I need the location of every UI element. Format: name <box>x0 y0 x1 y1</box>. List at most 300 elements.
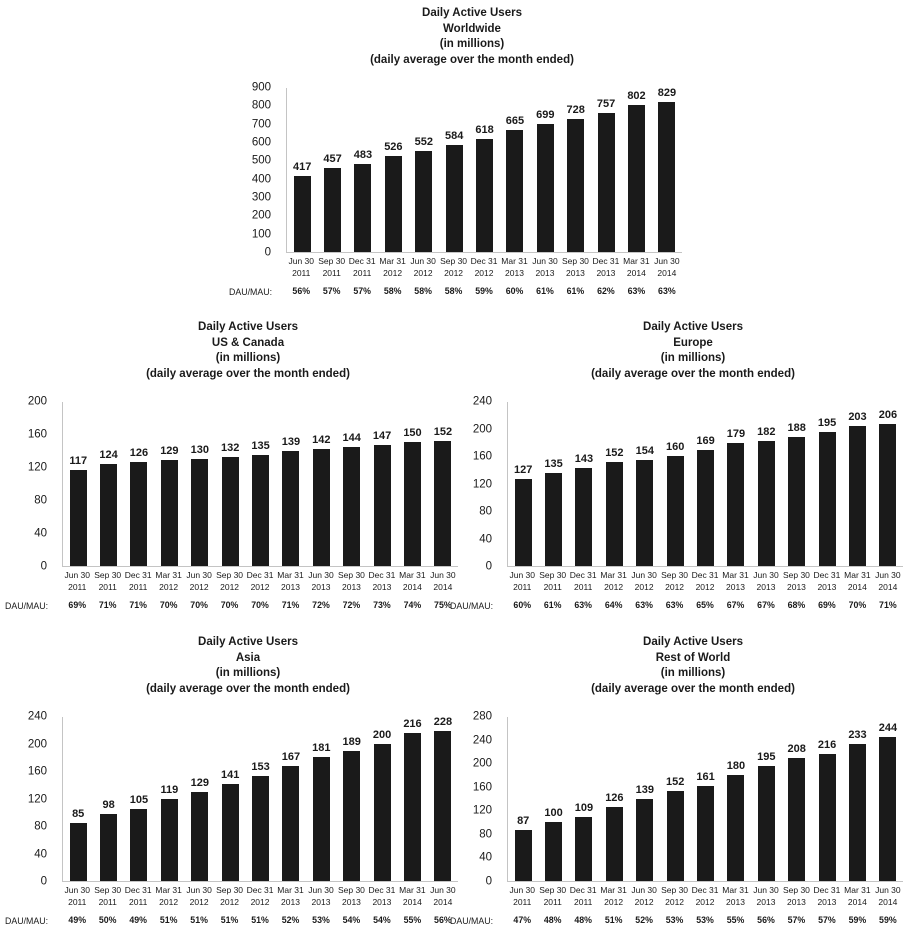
x-tick-label: Dec 31 2011 <box>569 570 597 592</box>
y-tick-label: 40 <box>479 532 492 545</box>
bar-slot <box>63 717 93 881</box>
dau-mau-row <box>5 915 458 926</box>
bar-value-label: 169 <box>696 434 715 447</box>
chart-title-region: Europe <box>673 336 713 349</box>
dau-mau-value: 57% <box>787 915 806 925</box>
x-tick-label: Jun 30 2011 <box>509 885 535 907</box>
y-tick-label: 120 <box>27 461 47 474</box>
bar <box>575 468 592 566</box>
bar <box>100 464 117 566</box>
x-tick-label: Jun 30 2012 <box>631 885 657 907</box>
bar-value-label: 802 <box>627 90 646 102</box>
y-tick-label: 600 <box>251 136 271 149</box>
chart-title-line: Daily Active Users <box>643 321 743 333</box>
dau-mau-value: 62% <box>597 286 615 296</box>
y-tick-label: 240 <box>472 733 492 746</box>
y-tick-label: 700 <box>251 117 271 130</box>
x-tick-label: Dec 31 2012 <box>470 256 498 278</box>
bar <box>313 757 330 881</box>
dau-mau-row <box>229 286 682 297</box>
bar-value-label: 142 <box>312 433 331 446</box>
x-axis-labels <box>62 570 458 593</box>
y-tick-label: 120 <box>472 804 492 817</box>
bar-slot <box>500 88 530 252</box>
dau-mau-value: 61% <box>566 286 585 296</box>
bar <box>222 784 239 881</box>
dau-mau-label: DAU/MAU: <box>450 916 494 926</box>
bar <box>788 437 805 566</box>
x-tick-label: Dec 31 2012 <box>691 570 719 592</box>
bar-value-label: 618 <box>475 123 494 136</box>
bar-value-label: 206 <box>878 409 898 422</box>
bar-value-label: 130 <box>190 443 209 456</box>
dau-mau-value: 48% <box>543 915 562 925</box>
bar-value-label: 124 <box>99 448 118 461</box>
y-axis <box>2 395 62 573</box>
bar-slot <box>287 88 317 252</box>
x-tick-label: Mar 31 2012 <box>600 570 627 592</box>
bar <box>598 113 615 252</box>
y-tick-label: 40 <box>479 851 492 864</box>
bar-value-label: 195 <box>757 751 776 764</box>
bar-value-label: 143 <box>574 452 594 465</box>
bar-slot <box>630 717 660 881</box>
bar-slot <box>397 402 427 566</box>
x-tick-label: Dec 31 2011 <box>348 256 376 278</box>
bar-slot <box>245 717 275 881</box>
y-tick-label: 800 <box>251 99 271 112</box>
bar <box>515 479 532 566</box>
bar <box>636 799 653 881</box>
bar <box>70 470 87 567</box>
bar-slot <box>154 402 184 566</box>
bar-value-label: 182 <box>757 425 776 438</box>
bar-value-label: 117 <box>69 454 88 467</box>
y-tick-label: 100 <box>251 227 271 240</box>
x-tick-label: Sep 30 2013 <box>337 885 365 907</box>
bar-slot <box>93 402 123 566</box>
dau-mau-value: 48% <box>574 915 592 925</box>
dau-mau-value: 75% <box>434 600 452 610</box>
bar-value-label: 699 <box>536 108 555 121</box>
dau-mau-value: 70% <box>848 600 867 610</box>
dau-mau-values <box>507 600 903 610</box>
y-tick-label: 80 <box>479 828 492 841</box>
dau-mau-value: 67% <box>726 600 745 610</box>
bar <box>628 105 645 252</box>
bar-value-label: 85 <box>72 807 85 820</box>
bar <box>385 156 402 252</box>
chart-europe <box>447 320 903 610</box>
bar <box>222 457 239 566</box>
bar-slot <box>276 717 306 881</box>
y-tick-label: 0 <box>40 875 47 888</box>
bar-value-label: 208 <box>787 743 806 756</box>
bar-slot <box>367 717 397 881</box>
x-tick-label: Sep 30 2012 <box>440 256 468 278</box>
bar <box>130 462 147 566</box>
x-tick-label: Jun 30 2011 <box>509 570 535 592</box>
bar-value-label: 126 <box>129 447 149 459</box>
dau-mau-value: 70% <box>220 600 239 610</box>
bar-slot <box>276 402 306 566</box>
bar-value-label: 216 <box>817 738 837 751</box>
bar-slot <box>185 402 215 566</box>
dau-mau-value: 54% <box>342 915 361 925</box>
bar-slot <box>508 717 538 881</box>
x-tick-label: Jun 30 2011 <box>64 885 90 907</box>
bar-slot <box>185 717 215 881</box>
x-tick-label: Jun 30 2012 <box>631 570 657 592</box>
bar-value-label: 100 <box>544 807 563 820</box>
y-tick-label: 80 <box>479 505 492 518</box>
x-tick-label: Dec 31 2013 <box>368 570 396 592</box>
bar-slot <box>306 402 336 566</box>
x-axis-labels <box>286 256 682 279</box>
x-tick-label: Sep 30 2013 <box>782 570 810 592</box>
bar-slot <box>367 402 397 566</box>
y-tick-label: 120 <box>27 792 47 805</box>
dau-mau-value: 51% <box>159 915 178 925</box>
bar <box>100 814 117 881</box>
bar <box>404 442 421 566</box>
y-tick-label: 300 <box>251 191 271 204</box>
dau-mau-value: 51% <box>190 915 208 925</box>
y-tick-label: 80 <box>34 494 47 507</box>
x-tick-label: Mar 31 2013 <box>277 570 304 592</box>
dau-mau-value: 58% <box>383 286 402 296</box>
bar-slot <box>599 402 629 566</box>
chart-title-units: (in millions) <box>215 352 281 364</box>
bar-slot <box>93 717 123 881</box>
chart-title-note: (daily average over the month ended) <box>591 682 795 695</box>
dau-mau-value: 50% <box>98 915 117 925</box>
x-tick-label: Mar 31 2014 <box>399 885 426 907</box>
y-tick-label: 500 <box>251 154 271 167</box>
bar-slot <box>652 88 682 252</box>
bar-value-label: 728 <box>566 103 585 116</box>
x-tick-label: Jun 30 2014 <box>430 570 456 592</box>
bar-slot <box>561 88 591 252</box>
dau-mau-value: 54% <box>373 915 391 925</box>
y-axis <box>2 710 62 888</box>
dau-mau-value: 69% <box>68 600 87 610</box>
dau-mau-row <box>5 600 458 611</box>
dau-mau-value: 59% <box>848 915 867 925</box>
bar-value-label: 98 <box>102 798 115 811</box>
bar-value-label: 167 <box>281 751 301 764</box>
chart-title-region: US & Canada <box>211 336 285 349</box>
x-tick-label: Dec 31 2011 <box>124 570 152 592</box>
x-tick-label: Jun 30 2011 <box>64 570 90 592</box>
bar-value-label: 189 <box>342 736 361 749</box>
x-tick-label: Dec 31 2013 <box>813 570 841 592</box>
bar <box>191 459 208 566</box>
dau-mau-value: 61% <box>543 600 562 610</box>
x-tick-label: Jun 30 2014 <box>875 570 901 592</box>
dau-mau-value: 52% <box>635 915 653 925</box>
bar-value-label: 139 <box>281 436 301 449</box>
bar-slot <box>751 402 781 566</box>
bar <box>282 451 299 566</box>
dau-mau-value: 71% <box>281 600 300 610</box>
bar <box>879 424 896 566</box>
bar <box>849 744 866 881</box>
y-tick-label: 80 <box>34 820 47 833</box>
bar-value-label: 144 <box>342 432 361 445</box>
bar-value-label: 129 <box>160 444 179 457</box>
bar-slot <box>317 88 347 252</box>
bar-slot <box>721 402 751 566</box>
bar-slot <box>690 402 720 566</box>
dau-mau-value: 52% <box>281 915 300 925</box>
dau-mau-value: 67% <box>757 600 775 610</box>
bar-slot <box>721 717 751 881</box>
x-tick-label: Dec 31 2012 <box>246 570 274 592</box>
chart-worldwide <box>226 6 682 296</box>
bar-value-label: 127 <box>514 463 533 476</box>
chart-title-note: (daily average over the month ended) <box>146 682 350 695</box>
bar <box>545 822 562 881</box>
bar <box>567 119 584 253</box>
chart-title-region: Rest of World <box>655 651 731 664</box>
bar-slot <box>397 717 427 881</box>
chart-asia <box>2 635 458 925</box>
bar-value-label: 188 <box>787 421 806 434</box>
bar <box>415 151 432 252</box>
bar-value-label: 160 <box>665 441 685 453</box>
bar-value-label: 179 <box>726 427 746 440</box>
bar-value-label: 132 <box>220 442 240 455</box>
chart-title-line: Daily Active Users <box>198 636 298 648</box>
chart-title <box>447 320 903 382</box>
bar <box>324 168 341 252</box>
y-tick-label: 160 <box>27 428 47 441</box>
bar <box>446 145 463 252</box>
bar-value-label: 129 <box>190 777 209 790</box>
bar <box>161 799 178 881</box>
bar <box>667 456 684 566</box>
y-axis <box>226 81 286 259</box>
dau-mau-value: 60% <box>513 600 532 610</box>
bar-slot <box>591 88 621 252</box>
bar <box>849 426 866 566</box>
y-tick-label: 40 <box>34 527 47 540</box>
chart-rest-of-world <box>447 635 903 925</box>
dau-mau-value: 69% <box>818 600 836 610</box>
y-tick-label: 0 <box>485 560 492 573</box>
bar <box>636 460 653 566</box>
bar <box>788 758 805 881</box>
dau-mau-row <box>450 600 903 611</box>
dau-mau-value: 64% <box>604 600 623 610</box>
dau-mau-value: 49% <box>68 915 87 925</box>
y-tick-label: 120 <box>472 477 492 490</box>
bar <box>758 766 775 881</box>
dau-mau-value: 56% <box>292 286 311 296</box>
bar-value-label: 244 <box>878 722 898 735</box>
bar-value-label: 147 <box>372 429 392 442</box>
dau-mau-value: 71% <box>129 600 147 610</box>
dau-mau-values <box>286 286 682 296</box>
dau-mau-label: DAU/MAU: <box>229 287 273 297</box>
bar <box>252 776 269 881</box>
dau-mau-value: 51% <box>251 915 269 925</box>
bar <box>374 445 391 566</box>
bar-slot <box>812 717 842 881</box>
x-tick-label: Mar 31 2012 <box>155 885 182 907</box>
dau-mau-value: 56% <box>434 915 452 925</box>
bar-slot <box>409 88 439 252</box>
bar <box>879 737 896 881</box>
bar-slot <box>469 88 499 252</box>
x-tick-label: Jun 30 2012 <box>186 885 212 907</box>
dau-mau-value: 70% <box>159 600 178 610</box>
y-tick-label: 160 <box>472 450 492 463</box>
bar-slot <box>215 717 245 881</box>
bar-slot <box>378 88 408 252</box>
y-tick-label: 160 <box>472 780 492 793</box>
bar <box>727 775 744 881</box>
bar-slot <box>124 717 154 881</box>
bar-value-label: 233 <box>848 728 867 741</box>
bar-value-label: 153 <box>251 760 270 773</box>
dau-mau-value: 63% <box>658 286 676 296</box>
bar <box>354 164 371 253</box>
dau-mau-value: 71% <box>98 600 117 610</box>
bar <box>758 441 775 566</box>
dau-mau-value: 63% <box>635 600 653 610</box>
x-tick-label: Sep 30 2013 <box>337 570 365 592</box>
x-tick-label: Jun 30 2013 <box>308 885 334 907</box>
y-tick-label: 400 <box>251 172 271 185</box>
dau-mau-value: 56% <box>757 915 775 925</box>
bar <box>697 450 714 566</box>
dau-mau-value: 51% <box>220 915 239 925</box>
dau-mau-value: 61% <box>536 286 554 296</box>
bar-slot <box>690 717 720 881</box>
bar <box>537 124 554 252</box>
dau-mau-value: 57% <box>353 286 371 296</box>
bar-slot <box>569 402 599 566</box>
bar-value-label: 216 <box>403 717 422 730</box>
bar-value-label: 552 <box>414 135 433 148</box>
bar-slot <box>660 717 690 881</box>
chart-title-units: (in millions) <box>215 667 281 679</box>
bar-slot <box>337 402 367 566</box>
dau-mau-value: 53% <box>696 915 714 925</box>
chart-title-region: Worldwide <box>443 22 501 35</box>
x-tick-label: Jun 30 2011 <box>288 256 314 278</box>
bar <box>606 807 623 881</box>
y-tick-label: 240 <box>27 710 47 723</box>
dau-mau-value: 59% <box>879 915 897 925</box>
y-tick-label: 200 <box>251 209 271 222</box>
bar-value-label: 135 <box>251 439 270 452</box>
dau-mau-values <box>62 915 458 925</box>
x-tick-label: Mar 31 2013 <box>722 885 749 907</box>
x-tick-label: Mar 31 2012 <box>155 570 182 592</box>
bar-value-label: 161 <box>696 771 715 784</box>
bar-value-label: 152 <box>605 446 624 459</box>
bar-slot <box>63 402 93 566</box>
dau-mau-value: 58% <box>414 286 432 296</box>
bar-value-label: 665 <box>505 115 525 128</box>
x-tick-label: Jun 30 2013 <box>308 570 334 592</box>
bar-slot <box>842 717 872 881</box>
dau-mau-value: 57% <box>818 915 836 925</box>
bar <box>606 462 623 567</box>
y-axis <box>447 395 507 573</box>
x-tick-label: Sep 30 2013 <box>561 256 589 278</box>
chart-title-units: (in millions) <box>439 38 505 50</box>
y-tick-label: 200 <box>27 737 47 750</box>
bar-slot <box>245 402 275 566</box>
y-tick-label: 0 <box>485 875 492 888</box>
dau-mau-value: 55% <box>726 915 745 925</box>
bar <box>658 102 675 252</box>
x-tick-label: Dec 31 2011 <box>124 885 152 907</box>
x-tick-label: Dec 31 2011 <box>569 885 597 907</box>
y-tick-label: 0 <box>264 246 271 259</box>
bar <box>161 460 178 566</box>
chart-title <box>2 635 458 697</box>
bar-slot <box>873 717 903 881</box>
chart-title <box>2 320 458 382</box>
x-tick-label: Dec 31 2012 <box>691 885 719 907</box>
x-tick-label: Sep 30 2011 <box>539 885 567 907</box>
dau-mau-value: 47% <box>513 915 532 925</box>
bar-value-label: 109 <box>574 801 594 814</box>
bar-slot <box>306 717 336 881</box>
x-tick-label: Sep 30 2012 <box>661 885 689 907</box>
y-axis <box>447 710 507 888</box>
bar-slot <box>348 88 378 252</box>
x-tick-label: Sep 30 2012 <box>661 570 689 592</box>
bar-slot <box>538 402 568 566</box>
dau-mau-value: 55% <box>403 915 422 925</box>
bar <box>191 792 208 881</box>
dau-mau-value: 57% <box>322 286 341 296</box>
x-tick-label: Sep 30 2011 <box>539 570 567 592</box>
x-tick-label: Mar 31 2013 <box>722 570 749 592</box>
chart-title-note: (daily average over the month ended) <box>591 367 795 380</box>
bar <box>404 733 421 882</box>
x-tick-label: Jun 30 2014 <box>430 885 456 907</box>
bar <box>697 786 714 881</box>
plot-area <box>62 402 458 567</box>
dau-mau-value: 65% <box>696 600 714 610</box>
bar-slot <box>842 402 872 566</box>
x-tick-label: Sep 30 2011 <box>94 885 122 907</box>
bar-slot <box>599 717 629 881</box>
bar-value-label: 457 <box>323 153 342 166</box>
dau-mau-value: 53% <box>665 915 684 925</box>
chart-title-line: Daily Active Users <box>643 636 743 648</box>
bar <box>343 447 360 566</box>
dau-mau-value: 63% <box>627 286 646 296</box>
bar-slot <box>660 402 690 566</box>
x-tick-label: Sep 30 2012 <box>216 570 244 592</box>
x-tick-label: Jun 30 2014 <box>654 256 680 278</box>
bar <box>374 744 391 882</box>
bar <box>130 809 147 881</box>
x-tick-label: Jun 30 2013 <box>753 885 779 907</box>
bar-value-label: 150 <box>403 427 422 440</box>
dau-mau-label: DAU/MAU: <box>5 601 49 611</box>
bar-value-label: 87 <box>517 814 530 827</box>
chart-us-canada <box>2 320 458 610</box>
